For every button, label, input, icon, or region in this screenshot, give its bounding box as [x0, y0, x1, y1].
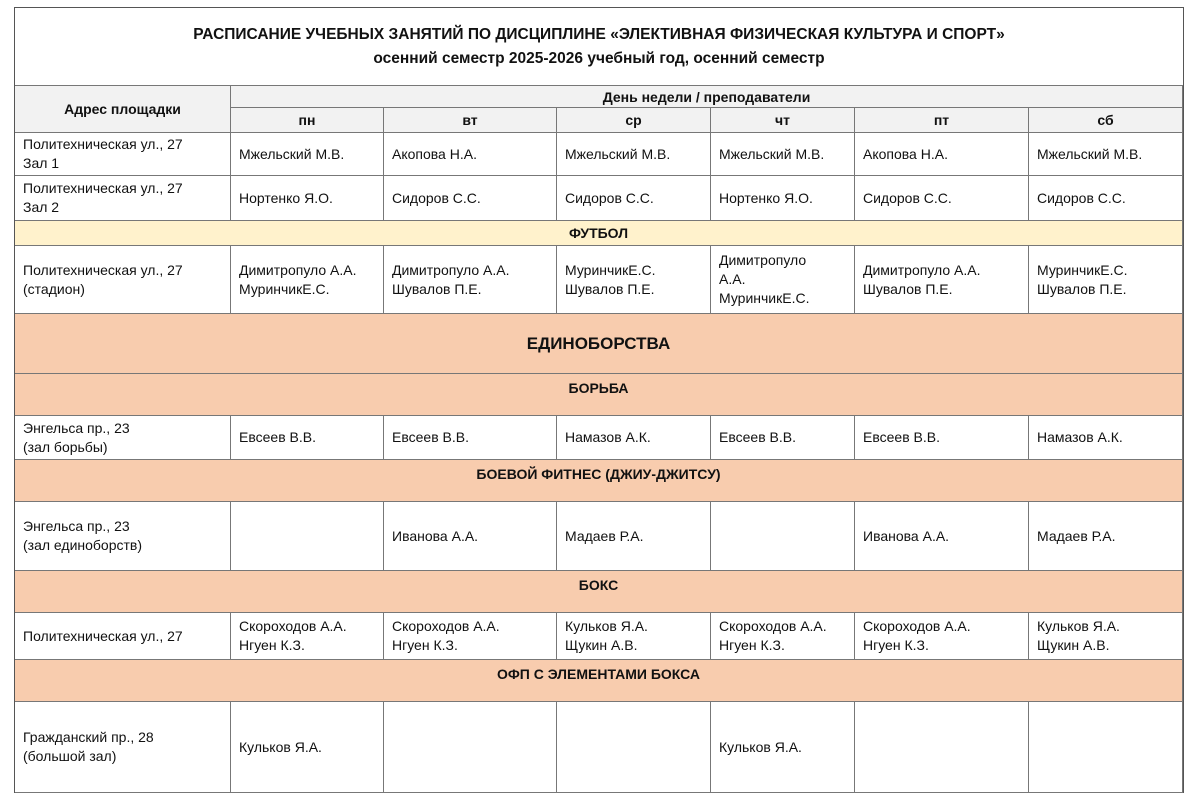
teacher-name: Сидоров С.С.	[565, 189, 654, 206]
teacher-cell	[1029, 416, 1183, 460]
teacher-cell	[711, 613, 855, 660]
section-header-boxing: БОКС	[15, 571, 1183, 613]
days-header: День недели / преподаватели	[231, 86, 1183, 108]
venue-address	[15, 133, 231, 176]
teacher-cell	[384, 613, 557, 660]
address-column-header: Адрес площадки	[15, 86, 231, 133]
teacher-cell	[384, 246, 557, 314]
teacher-cell	[1029, 502, 1183, 571]
teacher-cell	[1029, 702, 1183, 793]
teacher-name: Мадаев Р.А.	[565, 527, 644, 544]
venue-address-text: Энгельса пр., 23 (зал борьбы)	[23, 419, 130, 455]
teacher-cell	[557, 416, 711, 460]
teacher-name: Иванова А.А.	[863, 527, 950, 544]
teacher-name: Кульков Я.А.	[719, 738, 802, 755]
day-header: ср	[557, 108, 711, 133]
teacher-cell	[557, 613, 711, 660]
teacher-name: Мадаев Р.А.	[1037, 527, 1116, 544]
teacher-cell	[231, 416, 384, 460]
teacher-cell	[711, 176, 855, 221]
teacher-cell	[384, 176, 557, 221]
teacher-cell	[711, 133, 855, 176]
teacher-cell	[384, 416, 557, 460]
teacher-cell	[384, 133, 557, 176]
teacher-cell	[855, 416, 1029, 460]
teacher-name: Евсеев В.В.	[239, 429, 316, 445]
teacher-cell	[557, 176, 711, 221]
teacher-cell	[711, 416, 855, 460]
venue-address	[15, 246, 231, 314]
teacher-name: Мжельский М.В.	[1037, 145, 1143, 162]
teacher-cell	[855, 133, 1029, 176]
day-header: пт	[855, 108, 1029, 133]
schedule-table	[14, 7, 1184, 793]
venue-address	[15, 613, 231, 660]
day-header: вт	[384, 108, 557, 133]
teacher-cell	[557, 133, 711, 176]
teacher-name: Кульков Я.А. Щукин А.В.	[565, 618, 648, 653]
teacher-name: Мжельский М.В.	[239, 145, 345, 162]
teacher-name: Евсеев В.В.	[863, 429, 940, 445]
teacher-name: Димитропуло А.А. Шувалов П.Е.	[863, 261, 981, 297]
venue-address	[15, 176, 231, 221]
teacher-name: МуринчикЕ.С. Шувалов П.Е.	[565, 261, 656, 297]
teacher-name: Сидоров С.С.	[863, 189, 952, 206]
section-header-martial: ЕДИНОБОРСТВА	[15, 314, 1183, 374]
venue-address-text: Гражданский пр., 28 (большой зал)	[23, 729, 154, 764]
teacher-name: Нортенко Я.О.	[719, 189, 813, 206]
teacher-cell	[231, 133, 384, 176]
teacher-name: Намазов А.К.	[1037, 429, 1123, 445]
teacher-cell	[855, 502, 1029, 571]
teacher-cell	[231, 246, 384, 314]
teacher-cell	[231, 702, 384, 793]
day-header: пн	[231, 108, 384, 133]
title-block	[15, 8, 1183, 86]
teacher-cell	[1029, 133, 1183, 176]
teacher-cell	[384, 502, 557, 571]
teacher-cell	[1029, 176, 1183, 221]
teacher-cell	[855, 702, 1029, 793]
teacher-cell	[711, 502, 855, 571]
teacher-name: Евсеев В.В.	[719, 429, 796, 445]
teacher-cell	[1029, 613, 1183, 660]
teacher-name: Сидоров С.С.	[1037, 189, 1126, 206]
teacher-name: Кульков Я.А. Щукин А.В.	[1037, 618, 1120, 653]
page-title-line1: РАСПИСАНИЕ УЧЕБНЫХ ЗАНЯТИЙ ПО ДИСЦИПЛИНЕ «ЭЛЕКТИВНАЯ ФИЗИЧЕСКАЯ КУЛЬТУРА И СПОРТ»	[193, 25, 1005, 43]
teacher-cell	[855, 246, 1029, 314]
teacher-name: Нортенко Я.О.	[239, 189, 333, 206]
teacher-cell	[557, 502, 711, 571]
teacher-name: Скороходов А.А. Нгуен К.З.	[392, 618, 500, 653]
teacher-name: Мжельский М.В.	[719, 145, 825, 162]
teacher-name: Кульков Я.А.	[239, 738, 322, 755]
teacher-cell	[231, 502, 384, 571]
venue-address-text: Политехническая ул., 27 Зал 2	[23, 180, 183, 215]
teacher-cell	[855, 176, 1029, 221]
teacher-cell	[1029, 246, 1183, 314]
teacher-cell	[231, 176, 384, 221]
page-title-line2: осенний семестр 2025-2026 учебный год, осенний семестр	[373, 49, 825, 67]
teacher-name: Скороходов А.А. Нгуен К.З.	[863, 618, 971, 653]
section-header-fitness: БОЕВОЙ ФИТНЕС (ДЖИУ-ДЖИТСУ)	[15, 460, 1183, 502]
teacher-name: Скороходов А.А. Нгуен К.З.	[719, 618, 827, 653]
teacher-cell	[711, 702, 855, 793]
venue-address-text: Политехническая ул., 27 Зал 1	[23, 136, 183, 171]
venue-address-text: Политехническая ул., 27 (стадион)	[23, 261, 183, 297]
section-header-wrestling: БОРЬБА	[15, 374, 1183, 416]
teacher-cell	[384, 702, 557, 793]
venue-address	[15, 702, 231, 793]
teacher-name: Сидоров С.С.	[392, 189, 481, 206]
section-header-football: ФУТБОЛ	[15, 221, 1183, 246]
teacher-name: Акопова Н.А.	[863, 145, 948, 162]
venue-address-text: Энгельса пр., 23 (зал единоборств)	[23, 518, 143, 553]
teacher-name: МуринчикЕ.С. Шувалов П.Е.	[1037, 261, 1128, 297]
venue-address-text: Политехническая ул., 27	[23, 627, 183, 644]
teacher-name: Мжельский М.В.	[565, 145, 671, 162]
teacher-name: Иванова А.А.	[392, 527, 479, 544]
teacher-cell	[855, 613, 1029, 660]
teacher-cell	[231, 613, 384, 660]
teacher-cell	[557, 702, 711, 793]
teacher-name: Акопова Н.А.	[392, 145, 477, 162]
teacher-name: Димитропуло А.А. МуринчикЕ.С.	[239, 261, 357, 297]
teacher-name: Димитропуло А.А. МуринчикЕ.С.	[719, 252, 810, 306]
teacher-name: Скороходов А.А. Нгуен К.З.	[239, 618, 347, 653]
venue-address	[15, 416, 231, 460]
day-header: сб	[1029, 108, 1183, 133]
venue-address	[15, 502, 231, 571]
teacher-cell	[711, 246, 855, 314]
day-header: чт	[711, 108, 855, 133]
teacher-name: Евсеев В.В.	[392, 429, 469, 445]
section-header-ofp: ОФП С ЭЛЕМЕНТАМИ БОКСА	[15, 660, 1183, 702]
teacher-name: Намазов А.К.	[565, 429, 651, 445]
teacher-name: Димитропуло А.А. Шувалов П.Е.	[392, 261, 510, 297]
teacher-cell	[557, 246, 711, 314]
